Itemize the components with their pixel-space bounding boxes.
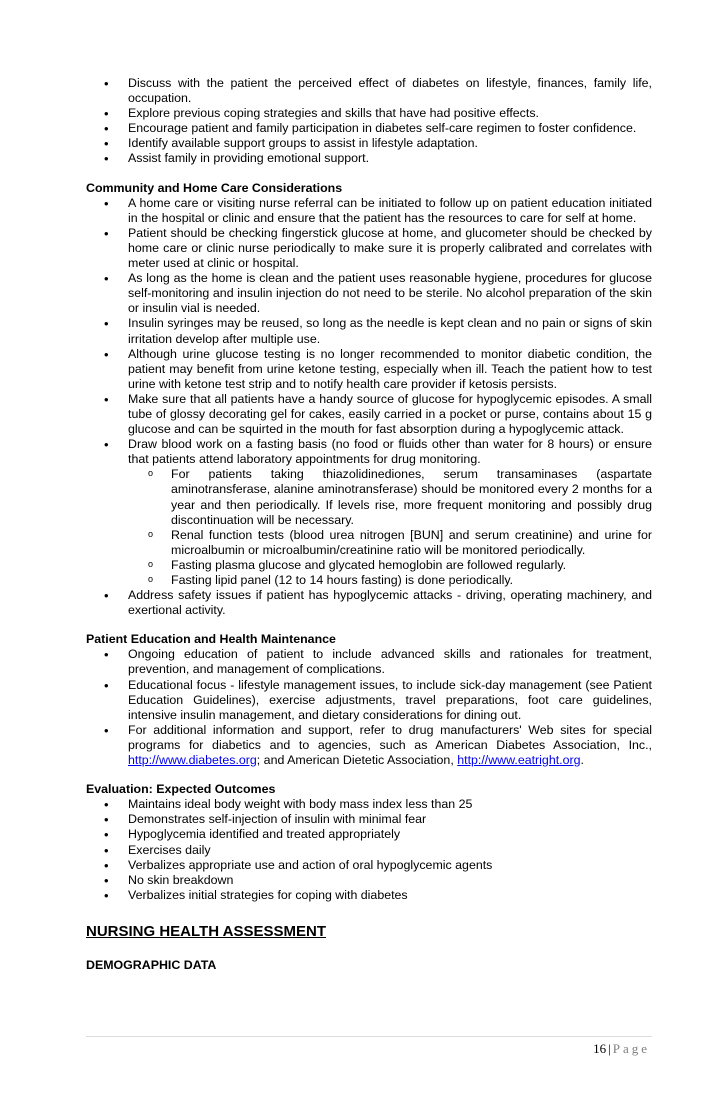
list-item xyxy=(86,723,652,768)
education-list xyxy=(86,647,652,768)
sub-list-item: o Fasting plasma glucose and glycated hemoglobin are followed regularly. xyxy=(86,558,652,573)
list-item: • Demonstrates self-injection of insulin with minimal fear xyxy=(86,812,652,827)
footer-separator: | xyxy=(608,1041,611,1056)
evaluation-heading: Evaluation: Expected Outcomes xyxy=(86,782,276,797)
resource-text: For additional information and support, refer to drug manufacturers' Web sites for special programs for diabetics and to agencies, such as American Diabetes Association, Inc., xyxy=(128,722,652,752)
section-title: NURSING HEALTH ASSESSMENT xyxy=(86,922,327,940)
list-item: • Explore previous coping strategies and skills that have had positive effects. xyxy=(86,106,652,121)
list-item: • Identify available support groups to assist in lifestyle adaptation. xyxy=(86,136,652,151)
list-item: • Exercises daily xyxy=(86,843,652,858)
list-item: • Ongoing education of patient to include advanced skills and rationales for treatment, prevention, and management of complications. xyxy=(86,647,652,677)
list-item: • Maintains ideal body weight with body mass index less than 25 xyxy=(86,797,652,812)
sub-list-item: o For patients taking thiazolidinediones, serum transaminases (aspartate aminotransferase, alanine aminotransferase) should be monitored every 2 months for a year and then periodically. If levels rise, more frequent monitoring and possibly drug discontinuation will be necessary. xyxy=(86,467,652,527)
diabetes-org-link[interactable]: http://www.diabetes.org xyxy=(128,753,257,768)
footer-divider xyxy=(86,1036,652,1037)
subsection-title: DEMOGRAPHIC DATA xyxy=(86,957,217,972)
sub-list-item: o Fasting lipid panel (12 to 14 hours fasting) is done periodically. xyxy=(86,573,652,588)
list-item: • Assist family in providing emotional support. xyxy=(86,151,652,166)
education-heading: Patient Education and Health Maintenance xyxy=(86,632,336,647)
list-item: • As long as the home is clean and the patient uses reasonable hygiene, procedures for glucose self-monitoring and insulin injection do not need to be sterile. No alcohol preparation of the skin or insulin vial is needed. xyxy=(86,271,652,316)
community-heading: Community and Home Care Considerations xyxy=(86,180,343,195)
list-item: • A home care or visiting nurse referral can be initiated to follow up on patient education initiated in the hospital or clinic and ensure that the patient has the resources to care for self at home. xyxy=(86,196,652,226)
eatright-org-link[interactable]: http://www.eatright.org xyxy=(457,753,581,768)
list-item: • Address safety issues if patient has hypoglycemic attacks - driving, operating machinery, and exertional activity. xyxy=(86,588,652,618)
list-item: • Although urine glucose testing is no longer recommended to monitor diabetic condition, the patient may benefit from urine ketone testing, especially when ill. Teach the patient how to test urine with ketone test strip and to notify health care provider if ketosis persists. xyxy=(86,347,652,392)
list-item: • Verbalizes initial strategies for coping with diabetes xyxy=(86,888,652,903)
list-item: • Hypoglycemia identified and treated appropriately xyxy=(86,827,652,842)
page-label: Page xyxy=(612,1041,650,1056)
list-item: • Make sure that all patients have a handy source of glucose for hypoglycemic episodes. A small tube of glossy decorating gel for cakes, easily carried in a pocket or purse, contains about 15 g glucose and can be squirted in the mouth for fast absorption during a hypoglycemic attack. xyxy=(86,392,652,437)
resource-mid-text: ; and American Dietetic Association, xyxy=(256,753,454,768)
sub-list-item: o Renal function tests (blood urea nitrogen [BUN] and serum creatinine) and urine for microalbumin or microalbumin/creatinine ratio will be monitored periodically. xyxy=(86,528,652,558)
list-item: • No skin breakdown xyxy=(86,873,652,888)
coping-list xyxy=(86,76,652,167)
evaluation-list xyxy=(86,797,652,903)
list-item: • Draw blood work on a fasting basis (no food or fluids other than water for 8 hours) or ensure that patients attend laboratory appointments for drug monitoring. xyxy=(86,437,652,467)
page-footer xyxy=(593,1041,650,1057)
resource-end-text: . xyxy=(580,753,584,768)
page-content xyxy=(86,76,652,973)
community-list xyxy=(86,196,652,619)
list-item: • Insulin syringes may be reused, so long as the needle is kept clean and no pain or signs of skin irritation develop after multiple use. xyxy=(86,316,652,346)
page-number: 16 xyxy=(593,1041,607,1056)
list-item: • Discuss with the patient the perceived effect of diabetes on lifestyle, finances, family life, occupation. xyxy=(86,76,652,106)
list-item: • Encourage patient and family participation in diabetes self-care regimen to foster confidence. xyxy=(86,121,652,136)
list-item: • Educational focus - lifestyle management issues, to include sick-day management (see Patient Education Guidelines), exercise adjustments, travel preparations, foot care guidelines, intensive insulin management, and dietary considerations for dining out. xyxy=(86,678,652,723)
list-item: • Verbalizes appropriate use and action of oral hypoglycemic agents xyxy=(86,858,652,873)
list-item: • Patient should be checking fingerstick glucose at home, and glucometer should be checked by home care or clinic nurse periodically to make sure it is properly calibrated and correlates with meter used at clinic or hospital. xyxy=(86,226,652,271)
